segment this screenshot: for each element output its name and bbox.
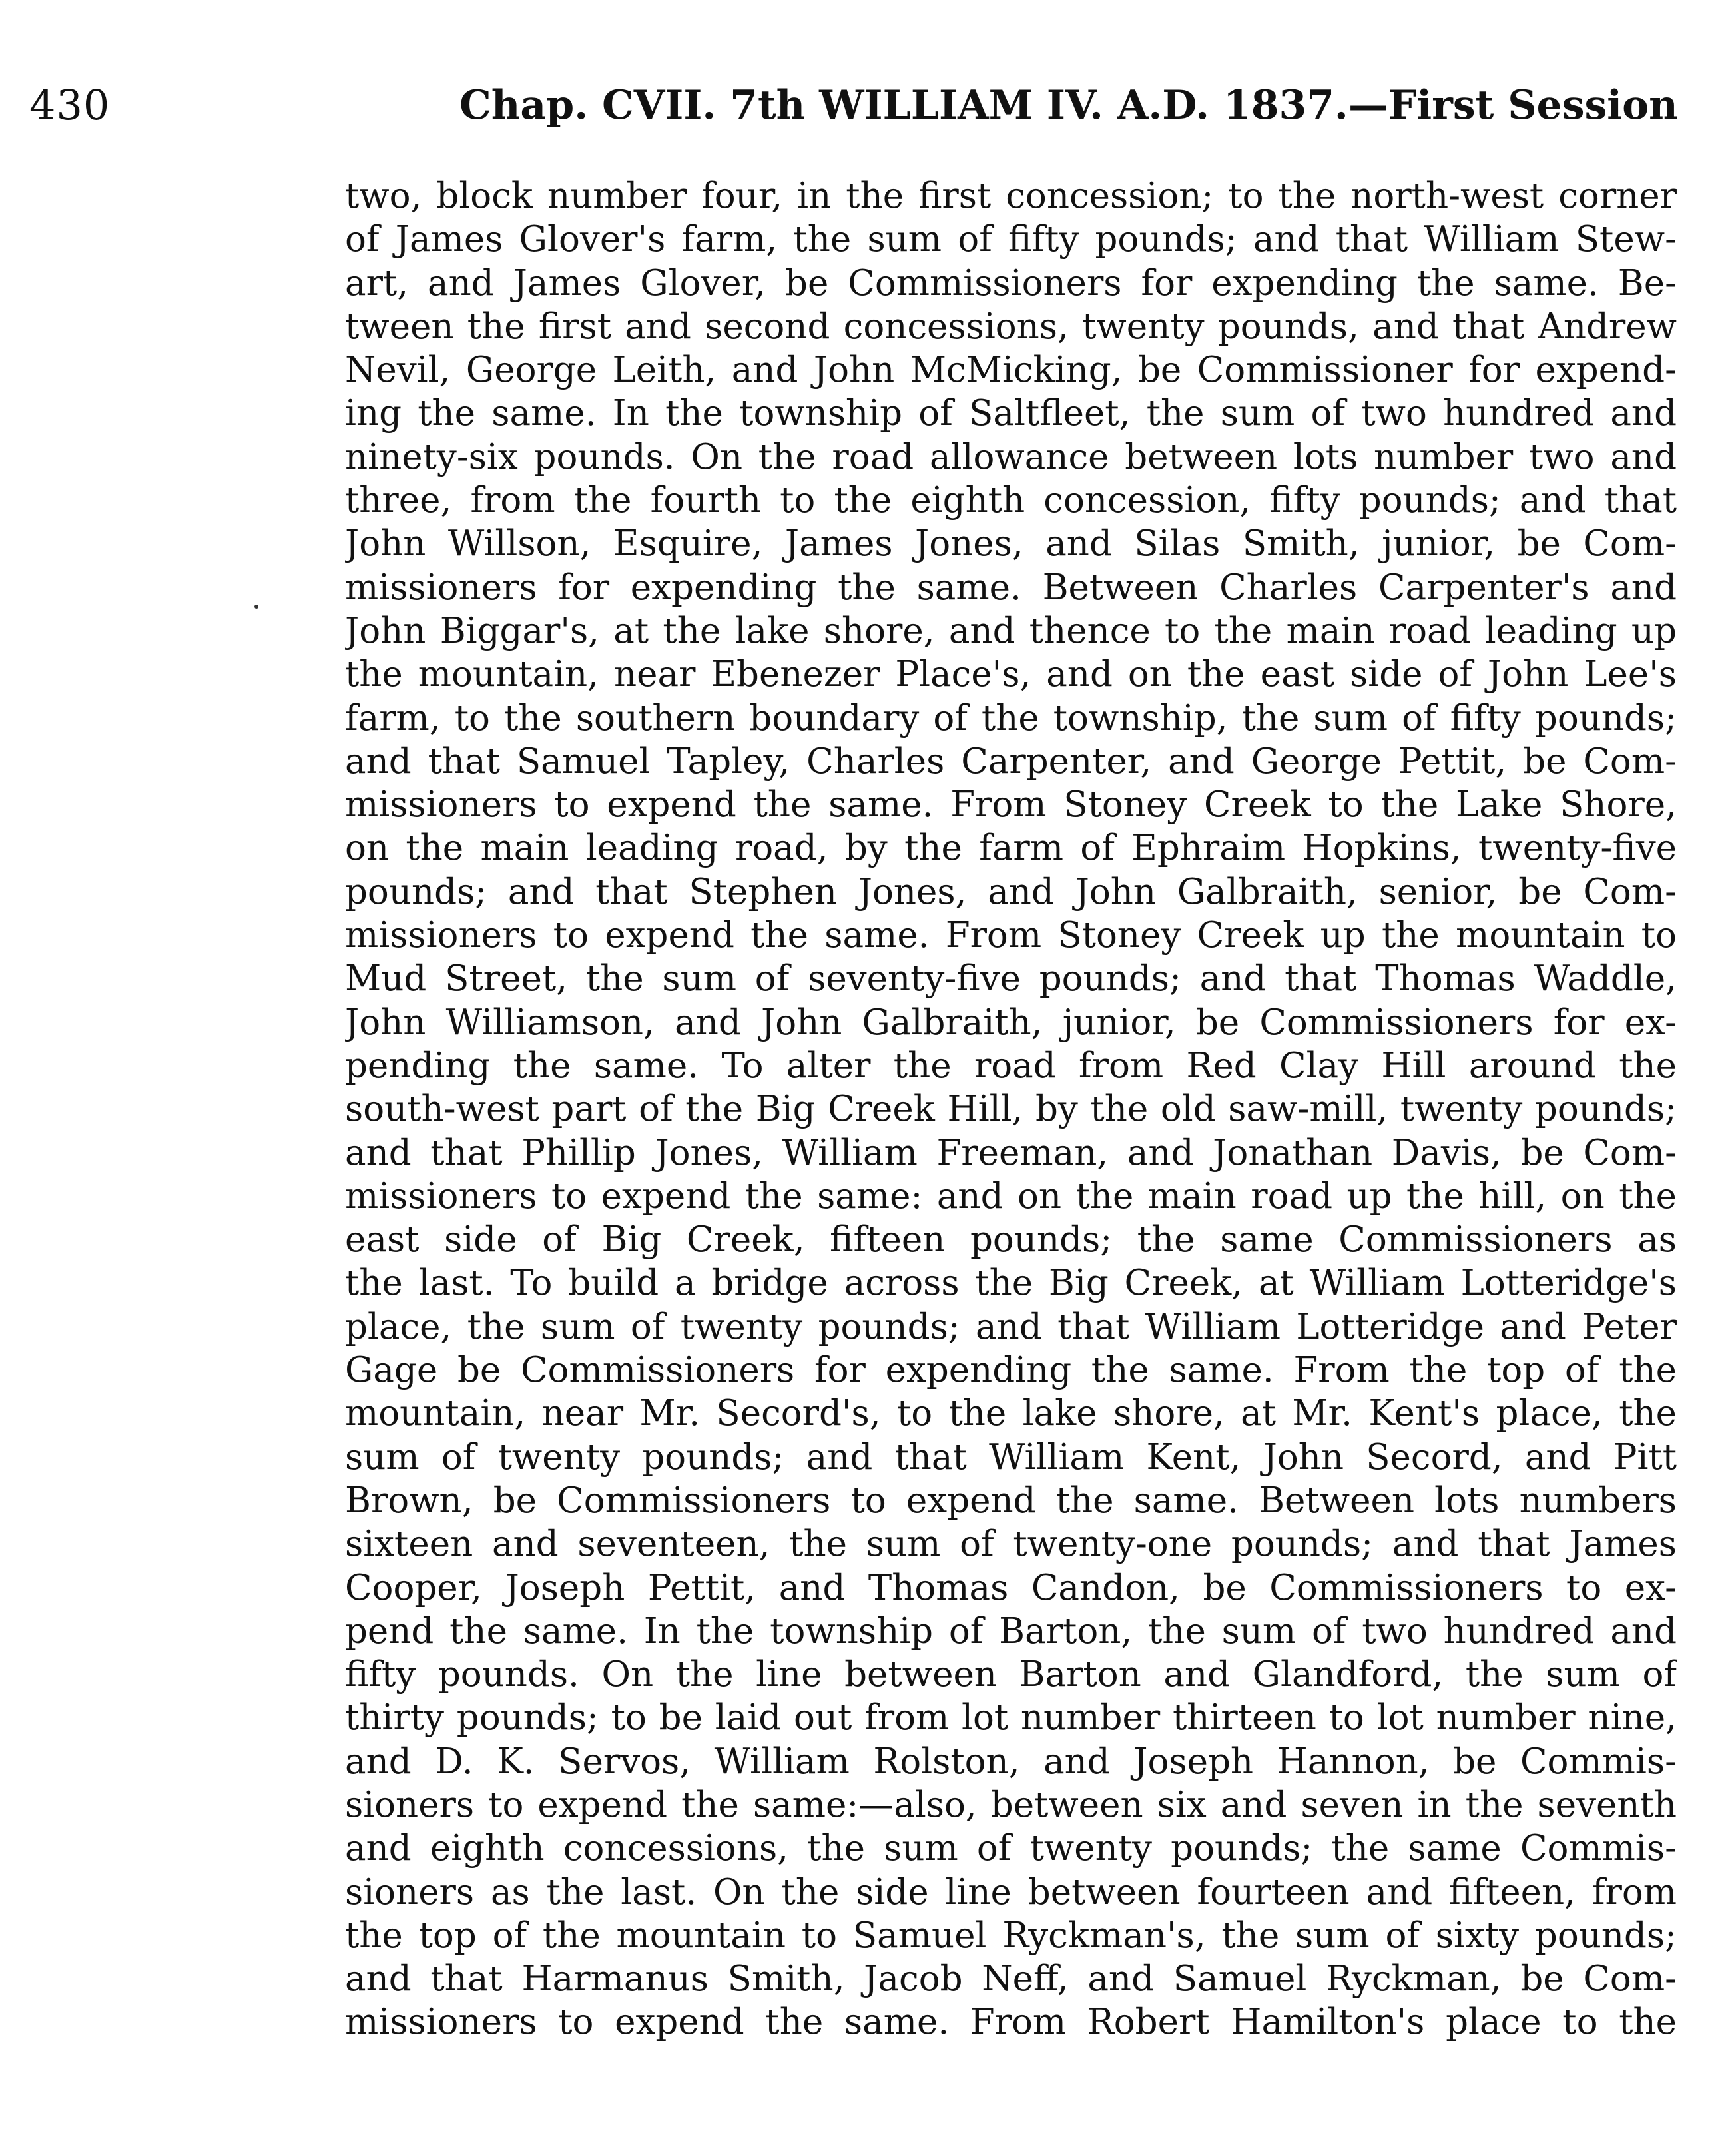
text-line: Mud Street, the sum of seventy-five pounds; and that Thomas Waddle, — [345, 958, 1677, 1000]
page-header — [0, 79, 1736, 139]
text-line: sum of twenty pounds; and that William Kent, John Secord, and Pitt — [345, 1436, 1677, 1478]
text-line: missioners to expend the same. From Robert Hamilton's place to the — [345, 2002, 1677, 2043]
text-line: sioners as the last. On the side line between fourteen and fifteen, from — [345, 1871, 1677, 1913]
text-line: John Williamson, and John Galbraith, junior, be Commissioners for ex- — [345, 1002, 1677, 1043]
text-line: east side of Big Creek, fifteen pounds; the same Commissioners as — [345, 1219, 1677, 1261]
text-line: the mountain, near Ebenezer Place's, and on the east side of John Lee's — [345, 654, 1677, 695]
text-line: pend the same. In the township of Barton, the sum of two hundred and — [345, 1610, 1677, 1652]
text-line: missioners to expend the same. From Stoney Creek up the mountain to — [345, 915, 1677, 956]
text-line: two, block number four, in the first concession; to the north-west corner — [345, 176, 1677, 216]
text-line: of James Glover's farm, the sum of fifty pounds; and that William Stew- — [345, 219, 1677, 260]
text-line: Gage be Commissioners for expending the same. From the top of the — [345, 1350, 1677, 1391]
text-line: the top of the mountain to Samuel Ryckman's, the sum of sixty pounds; — [345, 1915, 1677, 1956]
text-line: tween the first and second concessions, twenty pounds, and that Andrew — [345, 306, 1677, 347]
text-line: John Willson, Esquire, James Jones, and Silas Smith, junior, be Com- — [345, 523, 1677, 565]
text-line: pending the same. To alter the road from Red Clay Hill around the — [345, 1045, 1677, 1086]
text-line: sioners to expend the same:—also, between six and seven in the seventh — [345, 1784, 1677, 1825]
text-line: on the main leading road, by the farm of Ephraim Hopkins, twenty-five — [345, 828, 1677, 869]
text-line: the last. To build a bridge across the Big Creek, at William Lotteridge's — [345, 1263, 1677, 1304]
text-line: Cooper, Joseph Pettit, and Thomas Candon, be Commissioners to ex- — [345, 1567, 1677, 1608]
margin-mark — [254, 605, 258, 609]
text-line: and eighth concessions, the sum of twenty pounds; the same Commis- — [345, 1828, 1677, 1869]
text-line: place, the sum of twenty pounds; and that William Lotteridge and Peter — [345, 1306, 1677, 1347]
text-line: and D. K. Servos, William Rolston, and Joseph Hannon, be Commis- — [345, 1741, 1677, 1782]
page-number: 430 — [29, 81, 111, 129]
text-line: mountain, near Mr. Secord's, to the lake shore, at Mr. Kent's place, the — [345, 1393, 1677, 1434]
text-line: sixteen and seventeen, the sum of twenty-one pounds; and that James — [345, 1524, 1677, 1565]
text-line: pounds; and that Stephen Jones, and John Galbraith, senior, be Com- — [345, 871, 1677, 912]
text-line: missioners for expending the same. Between Charles Carpenter's and — [345, 567, 1677, 608]
text-line: farm, to the southern boundary of the township, the sum of fifty pounds; — [345, 697, 1677, 739]
text-line: and that Samuel Tapley, Charles Carpenter, and George Pettit, be Com- — [345, 741, 1677, 782]
text-line: Nevil, George Leith, and John McMicking, be Commissioner for expend- — [345, 350, 1677, 391]
text-line: and that Phillip Jones, William Freeman, and Jonathan Davis, be Com- — [345, 1132, 1677, 1173]
text-line: Brown, be Commissioners to expend the same. Between lots numbers — [345, 1480, 1677, 1521]
text-line: thirty pounds; to be laid out from lot number thirteen to lot number nine, — [345, 1697, 1677, 1739]
text-line: missioners to expend the same. From Stoney Creek to the Lake Shore, — [345, 784, 1677, 826]
text-line: John Biggar's, at the lake shore, and thence to the main road leading up — [345, 610, 1677, 651]
text-line: missioners to expend the same: and on the main road up the hill, on the — [345, 1175, 1677, 1217]
text-line: and that Harmanus Smith, Jacob Neff, and Samuel Ryckman, be Com- — [345, 1959, 1677, 2000]
text-line: art, and James Glover, be Commissioners for expending the same. Be- — [345, 262, 1677, 304]
text-line: south-west part of the Big Creek Hill, by the old saw-mill, twenty pounds; — [345, 1089, 1677, 1130]
text-line: ninety-six pounds. On the road allowance between lots number two and — [345, 436, 1677, 477]
running-head: Chap. CVII. 7th WILLIAM IV. A.D. 1837.—First Session — [459, 82, 1678, 129]
text-line: three, from the fourth to the eighth concession, fifty pounds; and that — [345, 480, 1677, 521]
body-text — [345, 174, 1677, 2044]
text-line: ing the same. In the township of Saltfleet, the sum of two hundred and — [345, 393, 1677, 434]
text-line: fifty pounds. On the line between Barton and Glandford, the sum of — [345, 1654, 1677, 1695]
